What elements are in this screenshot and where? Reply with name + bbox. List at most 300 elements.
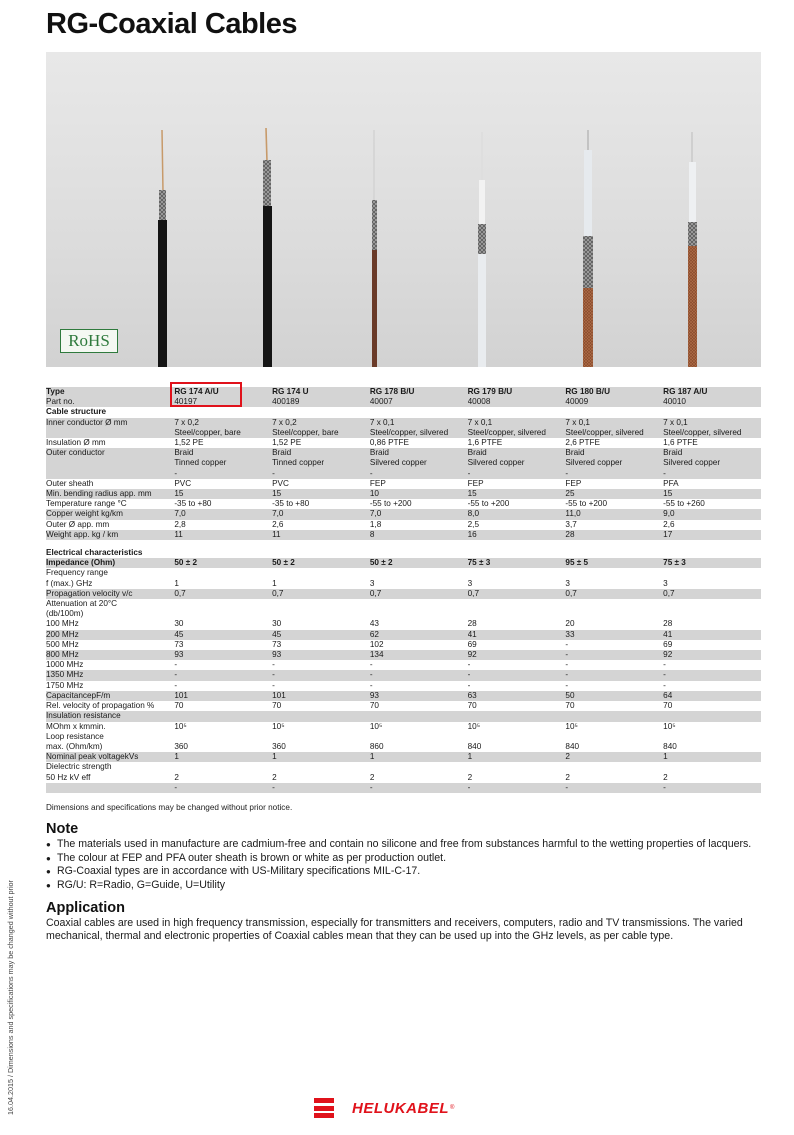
note-heading: Note	[46, 821, 79, 837]
spec-cell: Braid	[272, 448, 370, 458]
spec-cell: 7,0	[272, 509, 370, 519]
spec-cell: 7 x 0,1	[468, 418, 566, 428]
brand-name: HELUKABEL	[352, 1099, 449, 1117]
spec-cell: Steel/copper, silvered	[663, 428, 761, 438]
spec-cell: -	[174, 660, 178, 670]
spec-row	[46, 387, 761, 397]
spec-row	[46, 458, 761, 468]
spec-cell	[663, 407, 761, 417]
spec-cell: 25	[565, 489, 663, 499]
spec-cell: 1	[370, 752, 468, 762]
application-heading: Application	[46, 900, 125, 916]
spec-cell: 69	[467, 639, 477, 649]
spec-cell: 0,7	[565, 589, 663, 599]
spec-cell: -	[565, 660, 569, 670]
spec-cell	[468, 568, 566, 578]
spec-cell: 17	[663, 530, 761, 540]
spec-row-label	[46, 428, 174, 438]
spec-cell: 15	[663, 489, 761, 499]
spec-cell: 2,6	[663, 519, 675, 529]
spec-cell: 101	[174, 691, 272, 701]
spec-cell: 43	[369, 619, 379, 629]
spec-cell	[370, 711, 468, 721]
spec-row-label: max. (Ohm/km)	[46, 741, 103, 751]
spec-cell	[468, 762, 566, 772]
spec-cell: FEP	[369, 478, 386, 488]
spec-row	[46, 599, 761, 609]
spec-cell: 93	[272, 650, 370, 660]
spec-row	[46, 609, 761, 619]
spec-row-label: Nominal peak voltagekVs	[46, 752, 174, 762]
spec-cell	[174, 732, 272, 742]
cable-rg178bu	[372, 130, 377, 367]
spec-row-label: Part no.	[46, 397, 174, 407]
spec-row-label: Loop resistance	[46, 731, 104, 741]
spec-cell: 840	[663, 741, 677, 751]
spec-cell: -	[467, 660, 471, 670]
spec-cell	[663, 609, 761, 619]
spec-cell: Steel/copper, silvered	[565, 428, 663, 438]
spec-cell: 75 ± 3	[468, 558, 566, 568]
spec-cell: 2,6 PTFE	[565, 438, 600, 448]
note-item: ● RG/U: R=Radio, G=Guide, U=Utility	[46, 879, 766, 893]
spec-cell	[174, 599, 272, 609]
spec-cell: RG 174 A/U	[174, 387, 272, 397]
spec-cell	[565, 609, 663, 619]
spec-cell: -	[272, 660, 275, 670]
spec-cell: 1	[174, 578, 179, 588]
spec-cell: 860	[369, 741, 384, 751]
spec-cell: 93	[370, 691, 468, 701]
spec-cell: Braid	[174, 448, 272, 458]
spec-cell: 2	[369, 772, 375, 782]
spec-cell: 0,86 PTFE	[369, 438, 409, 448]
spec-row	[46, 428, 761, 438]
spec-row	[46, 448, 761, 458]
spec-cell: 9,0	[663, 509, 761, 519]
spec-cell	[272, 540, 370, 548]
spec-cell: 92	[468, 650, 566, 660]
spec-cell: 28	[565, 530, 663, 540]
spec-cell: 0,7	[272, 589, 370, 599]
spec-row	[46, 681, 761, 691]
spec-cell: 0,7	[370, 589, 468, 599]
spec-cell: 7 x 0,1	[565, 418, 663, 428]
spec-cell: 1	[174, 752, 272, 762]
spec-cell: -55 to +200	[369, 499, 412, 509]
spec-cell: 1,52 PE	[174, 438, 204, 448]
spec-row-label: Min. bending radius app. mm	[46, 489, 174, 499]
spec-cell: -	[174, 680, 178, 690]
spec-cell: RG 174 U	[272, 387, 370, 397]
spec-cell: 64	[663, 691, 761, 701]
spec-cell: 8	[370, 530, 468, 540]
spec-row	[46, 530, 761, 540]
spec-cell: 1,6 PTFE	[663, 438, 698, 448]
spec-cell: 400189	[272, 397, 370, 407]
spec-cell: 360	[272, 741, 286, 751]
spec-cell: 11,0	[565, 509, 663, 519]
spec-cell: 92	[663, 650, 761, 660]
spec-row	[46, 619, 761, 629]
spec-row	[46, 732, 761, 742]
spec-cell: 3	[467, 578, 473, 588]
spec-cell	[565, 568, 663, 578]
spec-cell	[565, 762, 663, 772]
spec-cell	[565, 407, 663, 417]
spec-row	[46, 407, 761, 417]
spec-cell: 840	[565, 741, 580, 751]
spec-cell: Steel/copper, bare	[272, 428, 370, 438]
spec-row	[46, 558, 761, 568]
spec-cell: 7 x 0,1	[663, 418, 761, 428]
spec-cell: 1,52 PE	[272, 438, 302, 448]
spec-cell	[468, 407, 566, 417]
spec-cell	[272, 732, 370, 742]
spec-cell: 41	[468, 630, 566, 640]
spec-cell	[468, 548, 566, 558]
spec-row-label: Insulation Ø mm	[46, 438, 106, 448]
spec-cell: 1	[663, 752, 761, 762]
spec-cell: PFA	[663, 478, 679, 488]
cable-rg180bu	[583, 130, 593, 367]
spec-row-label: Rel. velocity of propagation %	[46, 701, 155, 711]
page-title: RG-Coaxial Cables	[46, 8, 297, 40]
spec-cell	[370, 568, 468, 578]
spec-cell: -	[663, 660, 666, 670]
side-date-note: 16.04.2015 / Dimensions and specifications may be changed without prior	[6, 880, 15, 1115]
spec-row	[46, 438, 761, 448]
spec-cell: RG 178 B/U	[370, 387, 468, 397]
spec-cell: -	[272, 670, 370, 680]
spec-cell: 30	[174, 619, 184, 629]
spec-cell	[663, 599, 761, 609]
spec-row-label: f (max.) GHz	[46, 578, 93, 588]
spec-cell: Silvered copper	[565, 458, 663, 468]
spec-cell: -	[663, 783, 761, 793]
spec-cell: -	[565, 469, 663, 479]
spec-cell	[174, 762, 272, 772]
spec-cell	[370, 609, 468, 619]
specification-table	[46, 387, 761, 793]
spec-cell: 15	[272, 489, 370, 499]
spec-cell	[370, 407, 468, 417]
spec-cell	[565, 711, 663, 721]
spec-cell: Steel/copper, silvered	[370, 428, 468, 438]
spec-cell: -	[565, 670, 663, 680]
spec-cell: 93	[174, 650, 272, 660]
spec-cell	[468, 540, 566, 548]
spec-row	[46, 773, 761, 783]
spec-cell	[272, 599, 370, 609]
spec-cell	[565, 548, 663, 558]
spec-row-label	[46, 540, 174, 548]
cable-rg187au	[688, 132, 697, 367]
spec-cell: -	[174, 783, 272, 793]
spec-cell: Silvered copper	[663, 458, 761, 468]
spec-cell	[272, 568, 370, 578]
spec-cell	[174, 548, 272, 558]
spec-cell: 2,5	[467, 519, 480, 529]
spec-cell: -	[370, 469, 468, 479]
spec-cell	[663, 732, 761, 742]
spec-cell: 1	[272, 752, 370, 762]
spec-cell: 2	[174, 772, 179, 782]
spec-row	[46, 752, 761, 762]
spec-cell: -	[370, 783, 468, 793]
spec-row-label: Electrical characteristics	[46, 548, 143, 558]
spec-row-label: 1750 MHz	[46, 680, 84, 690]
spec-row	[46, 540, 761, 548]
spec-cell: -55 to +200	[565, 499, 608, 509]
spec-row	[46, 509, 761, 519]
spec-cell	[174, 609, 272, 619]
spec-cell: 16	[468, 530, 566, 540]
spec-cell	[272, 711, 370, 721]
spec-cell: RG 187 A/U	[663, 387, 761, 397]
spec-row-label: Temperature range °C	[46, 499, 127, 509]
spec-cell: 2	[663, 772, 668, 782]
spec-row-label: Type	[46, 387, 174, 397]
spec-row-label	[46, 469, 174, 479]
spec-row-label: Inner conductor Ø mm	[46, 418, 174, 428]
spec-cell: 2,8	[174, 519, 186, 529]
spec-cell: Braid	[663, 448, 761, 458]
spec-row-label	[46, 783, 174, 793]
spec-row-label: Weight app. kg / km	[46, 530, 174, 540]
spec-cell	[663, 548, 761, 558]
spec-cell: 63	[468, 691, 566, 701]
spec-row-label: CapacitancepF/m	[46, 691, 174, 701]
spec-row-label: Impedance (Ohm)	[46, 558, 174, 568]
spec-cell: 10⁵	[174, 721, 187, 731]
spec-cell	[272, 762, 370, 772]
spec-cell: 2	[565, 772, 570, 782]
spec-cell: 75 ± 3	[663, 558, 761, 568]
spec-cell: 28	[663, 619, 673, 629]
spec-cell: -	[369, 660, 373, 670]
spec-cell: 33	[565, 630, 663, 640]
spec-cell: 102	[369, 639, 384, 649]
spec-cell: 15	[468, 489, 566, 499]
spec-cell: 70	[467, 701, 477, 711]
spec-cell: 70	[565, 701, 575, 711]
spec-cell: RG 180 B/U	[565, 387, 663, 397]
spec-cell: 3	[663, 578, 668, 588]
helukabel-logo-icon	[314, 1098, 334, 1118]
spec-row	[46, 650, 761, 660]
spec-cell: 20	[565, 619, 575, 629]
spec-row	[46, 520, 761, 530]
spec-row-label: Attenuation at 20°C	[46, 599, 118, 609]
spec-cell	[663, 540, 761, 548]
spec-cell: 70	[369, 701, 379, 711]
spec-cell: RG 179 B/U	[468, 387, 566, 397]
spec-row	[46, 589, 761, 599]
spec-row	[46, 579, 761, 589]
spec-row-label: 1000 MHz	[46, 660, 84, 670]
spec-cell: 1,8	[369, 519, 382, 529]
spec-row	[46, 742, 761, 752]
spec-cell: 70	[272, 701, 282, 711]
spec-cell	[565, 540, 663, 548]
highlight-box-rg174au	[170, 382, 242, 407]
spec-cell	[370, 548, 468, 558]
spec-row-label: Outer sheath	[46, 478, 94, 488]
spec-cell: -	[174, 670, 272, 680]
spec-row-label: Frequency range	[46, 568, 108, 578]
spec-cell: 3	[369, 578, 375, 588]
spec-cell: 360	[174, 741, 188, 751]
cable-rg174au	[158, 130, 167, 367]
spec-cell: Tinned copper	[174, 458, 272, 468]
spec-row	[46, 418, 761, 428]
spec-cell	[174, 568, 272, 578]
disclaimer: Dimensions and specifications may be changed without prior notice.	[46, 803, 293, 812]
spec-cell: FEP	[467, 478, 484, 488]
spec-cell: 7 x 0,1	[370, 418, 468, 428]
spec-cell: 10	[370, 489, 468, 499]
spec-cell: 41	[663, 630, 761, 640]
rohs-badge: RoHS	[60, 329, 118, 353]
spec-cell: 50 ± 2	[370, 558, 468, 568]
spec-cell	[468, 599, 566, 609]
spec-cell: 70	[174, 701, 184, 711]
spec-cell: -	[272, 680, 275, 690]
spec-cell: 40007	[370, 397, 468, 407]
spec-cell: 40009	[565, 397, 663, 407]
spec-cell: Braid	[370, 448, 468, 458]
spec-cell: Braid	[565, 448, 663, 458]
spec-cell: PVC	[272, 478, 289, 488]
spec-cell: 50 ± 2	[174, 558, 272, 568]
spec-cell: 2	[467, 772, 473, 782]
spec-cell: 11	[272, 530, 370, 540]
spec-cell: -35 to +80	[272, 499, 310, 509]
spec-row-label: Propagation velocity v/c	[46, 589, 174, 599]
spec-cell: 1	[272, 578, 277, 588]
spec-cell	[174, 540, 272, 548]
spec-row	[46, 711, 761, 721]
spec-cell: Silvered copper	[370, 458, 468, 468]
spec-cell: 2	[272, 772, 277, 782]
spec-cell	[174, 407, 272, 417]
spec-cell: -	[663, 680, 666, 690]
spec-cell: 2	[565, 752, 663, 762]
spec-cell: 0,7	[174, 589, 272, 599]
spec-cell	[565, 732, 663, 742]
spec-cell: 45	[174, 630, 272, 640]
spec-cell: 0,7	[468, 589, 566, 599]
spec-cell: 8,0	[468, 509, 566, 519]
spec-row	[46, 691, 761, 701]
spec-cell: 11	[174, 530, 272, 540]
spec-row-label: Outer conductor	[46, 448, 174, 458]
spec-row-label: 100 MHz	[46, 619, 79, 629]
spec-row-label: (db/100m)	[46, 609, 84, 619]
spec-cell: 50	[565, 691, 663, 701]
spec-row	[46, 640, 761, 650]
spec-cell: -	[370, 670, 468, 680]
spec-cell: 40008	[468, 397, 566, 407]
spec-cell: -	[663, 469, 761, 479]
spec-row	[46, 568, 761, 578]
spec-cell: 10⁵	[663, 721, 676, 731]
cable-rg174u	[263, 128, 272, 367]
spec-row-label: Copper weight kg/km	[46, 509, 174, 519]
spec-cell: 7,0	[174, 509, 272, 519]
spec-cell: 3	[565, 578, 570, 588]
spec-cell: 73	[174, 639, 184, 649]
spec-cell: 1	[468, 752, 566, 762]
note-item: ● The materials used in manufacture are cadmium-free and contain no silicone and free from substances harmful to the wetting properties of lacquers.	[46, 838, 766, 852]
spec-cell	[370, 599, 468, 609]
spec-cell: 45	[272, 630, 370, 640]
spec-cell: -	[565, 783, 663, 793]
spec-cell: Steel/copper, silvered	[468, 428, 566, 438]
spec-cell: Steel/copper, bare	[174, 428, 272, 438]
spec-cell: 10⁵	[272, 721, 285, 731]
spec-cell: 70	[663, 701, 673, 711]
note-item: ● RG-Coaxial types are in accordance with US-Military specifications MIL-C-17.	[46, 865, 766, 879]
spec-row-label: 500 MHz	[46, 639, 79, 649]
spec-row-label: MOhm x kmmin.	[46, 721, 106, 731]
spec-cell: 7 x 0,2	[272, 418, 370, 428]
spec-cell: 62	[370, 630, 468, 640]
spec-row-label: Dielectric strength	[46, 762, 112, 772]
spec-cell: -	[468, 670, 566, 680]
spec-cell	[468, 732, 566, 742]
spec-cell: -	[565, 680, 569, 690]
spec-cell: Tinned copper	[272, 458, 370, 468]
spec-cell: 50 ± 2	[272, 558, 370, 568]
spec-cell: -35 to +80	[174, 499, 212, 509]
spec-cell: 101	[272, 691, 370, 701]
spec-row	[46, 499, 761, 509]
spec-cell: 73	[272, 639, 282, 649]
spec-row	[46, 548, 761, 558]
spec-cell: -	[467, 680, 471, 690]
spec-cell: -	[174, 469, 272, 479]
spec-cell: 10⁵	[565, 721, 578, 731]
spec-row	[46, 783, 761, 793]
spec-cell	[663, 762, 761, 772]
spec-cell: 95 ± 5	[565, 558, 663, 568]
spec-row-label: 800 MHz	[46, 650, 174, 660]
spec-cell	[370, 540, 468, 548]
spec-cell: -	[468, 469, 566, 479]
spec-row-label: 50 Hz kV eff	[46, 772, 91, 782]
spec-cell: 28	[467, 619, 477, 629]
spec-cell: 7 x 0,2	[174, 418, 272, 428]
spec-cell	[565, 599, 663, 609]
spec-cell: -	[272, 783, 370, 793]
spec-cell: 3,7	[565, 519, 577, 529]
spec-row-label	[46, 458, 174, 468]
spec-cell: -	[272, 469, 370, 479]
spec-cell	[468, 609, 566, 619]
spec-cell: 840	[467, 741, 482, 751]
spec-row	[46, 630, 761, 640]
spec-cell: -	[663, 670, 761, 680]
spec-cell: -	[468, 783, 566, 793]
spec-row-label: Insulation resistance	[46, 711, 174, 721]
note-item: ● The colour at FEP and PFA outer sheath is brown or white as per production outlet.	[46, 852, 766, 866]
footer-logo	[314, 1096, 454, 1120]
spec-cell: 134	[370, 650, 468, 660]
spec-row-label: 1350 MHz	[46, 670, 174, 680]
spec-row-label: Cable structure	[46, 407, 107, 417]
